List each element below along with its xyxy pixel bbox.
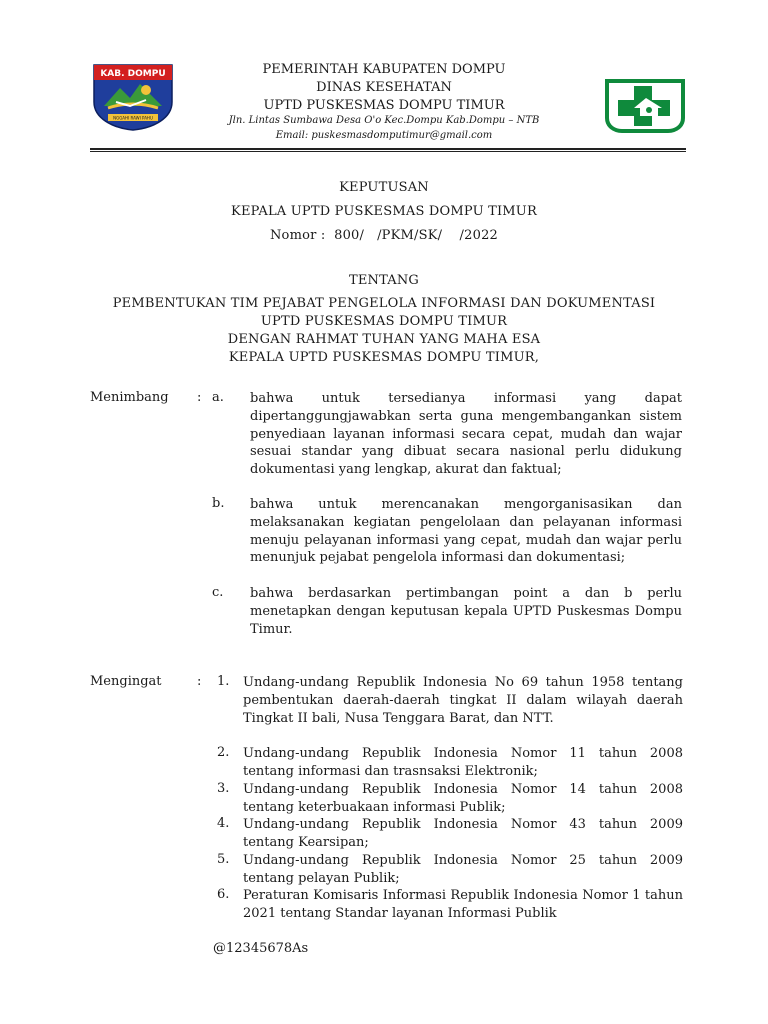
menimbang-item-a: bahwa untuk tersedianya informasi yang dapat dipertanggungjawabkan serta guna mengembangankan sistem penyediaan layanan informasi secara cepat, mudah dan wajar sesuai standar yang dibuat secara nasional perlu didukung dokumentasi yang lengkap, akurat dan faktual; xyxy=(250,391,682,478)
mengingat-marker-6: 6. xyxy=(217,887,230,902)
decree-about: TENTANG xyxy=(348,273,420,288)
menimbang-marker-b: b. xyxy=(212,496,225,511)
mengingat-item-1: Undang-undang Republik Indonesia No 69 tahun 1958 tentang pembentukan daerah-daerah tingkat II dalam wilayah daerah Tingkat II bali, Nusa Tenggara Barat, dan NTT. xyxy=(243,675,683,726)
svg-text:NGGAHI RAWI PAHU: NGGAHI RAWI PAHU xyxy=(113,115,153,121)
mengingat-item-4: Undang-undang Republik Indonesia Nomor 43 tahun 2009 tentang Kearsipan; xyxy=(243,817,683,850)
mengingat-marker-1: 1. xyxy=(217,674,230,689)
letterhead-government: PEMERINTAH KABUPATEN DOMPU xyxy=(262,62,506,77)
mengingat-marker-3: 3. xyxy=(217,781,230,796)
decree-subject-line2: UPTD PUSKESMAS DOMPU TIMUR xyxy=(260,314,508,329)
mengingat-item-5: Undang-undang Republik Indonesia Nomor 25 tahun 2009 tentang pelayan Publik; xyxy=(243,853,683,886)
menimbang-item-b: bahwa untuk merencanakan mengorganisasikan dan melaksanakan kegiatan pengelolaan dan pelayanan informasi menuju pelayanan informasi yang cepat, mudah dan wajar perlu menunjuk pejabat pengelola informasi dan dokumentasi; xyxy=(250,497,682,566)
decree-number: Nomor : 800/ /PKM/SK/ /2022 xyxy=(269,228,499,243)
menimbang-label: Menimbang xyxy=(90,390,169,405)
mengingat-label: Mengingat xyxy=(90,674,162,689)
letterhead-institution: UPTD PUSKESMAS DOMPU TIMUR xyxy=(263,98,505,113)
letterhead-email: Email: puskesmasdomputimur@gmail.com xyxy=(275,130,493,141)
mengingat-marker-2: 2. xyxy=(217,745,230,760)
letterhead-address: Jln. Lintas Sumbawa Desa O'o Kec.Dompu Kab.Dompu – NTB xyxy=(228,115,540,126)
menimbang-marker-a: a. xyxy=(212,390,224,405)
decree-issuer: KEPALA UPTD PUSKESMAS DOMPU TIMUR xyxy=(231,204,537,219)
mengingat-item-2: Undang-undang Republik Indonesia Nomor 11 tahun 2008 tentang informasi dan trasnsaksi Elektronik; xyxy=(243,746,683,779)
decree-title: KEPUTUSAN xyxy=(339,180,429,195)
svg-text:KAB. DOMPU: KAB. DOMPU xyxy=(100,69,166,79)
menimbang-marker-c: c. xyxy=(212,585,224,600)
decree-grace-line: DENGAN RAHMAT TUHAN YANG MAHA ESA xyxy=(227,332,541,347)
decree-subject-line1: PEMBENTUKAN TIM PEJABAT PENGELOLA INFORMASI DAN DOKUMENTASI xyxy=(112,296,656,311)
mengingat-item-6: Peraturan Komisaris Informasi Republik Indonesia Nomor 1 tahun 2021 tentang Standar layanan Informasi Publik xyxy=(243,888,683,921)
mengingat-marker-4: 4. xyxy=(217,816,230,831)
decree-issuer-line2: KEPALA UPTD PUSKESMAS DOMPU TIMUR, xyxy=(228,350,540,365)
letterhead-divider xyxy=(90,148,686,152)
mengingat-marker-5: 5. xyxy=(217,852,230,867)
menimbang-item-c: bahwa berdasarkan pertimbangan point a dan b perlu menetapkan dengan keputusan kepala UPTD Puskesmas Dompu Timur. xyxy=(250,586,682,637)
menimbang-colon: : xyxy=(197,390,202,405)
mengingat-item-3: Undang-undang Republik Indonesia Nomor 14 tahun 2008 tentang keterbuakaan informasi Publik; xyxy=(243,782,683,815)
letterhead-department: DINAS KESEHATAN xyxy=(316,80,452,95)
mengingat-colon: : xyxy=(197,674,202,689)
footer-watermark-text: @12345678As xyxy=(213,941,309,956)
